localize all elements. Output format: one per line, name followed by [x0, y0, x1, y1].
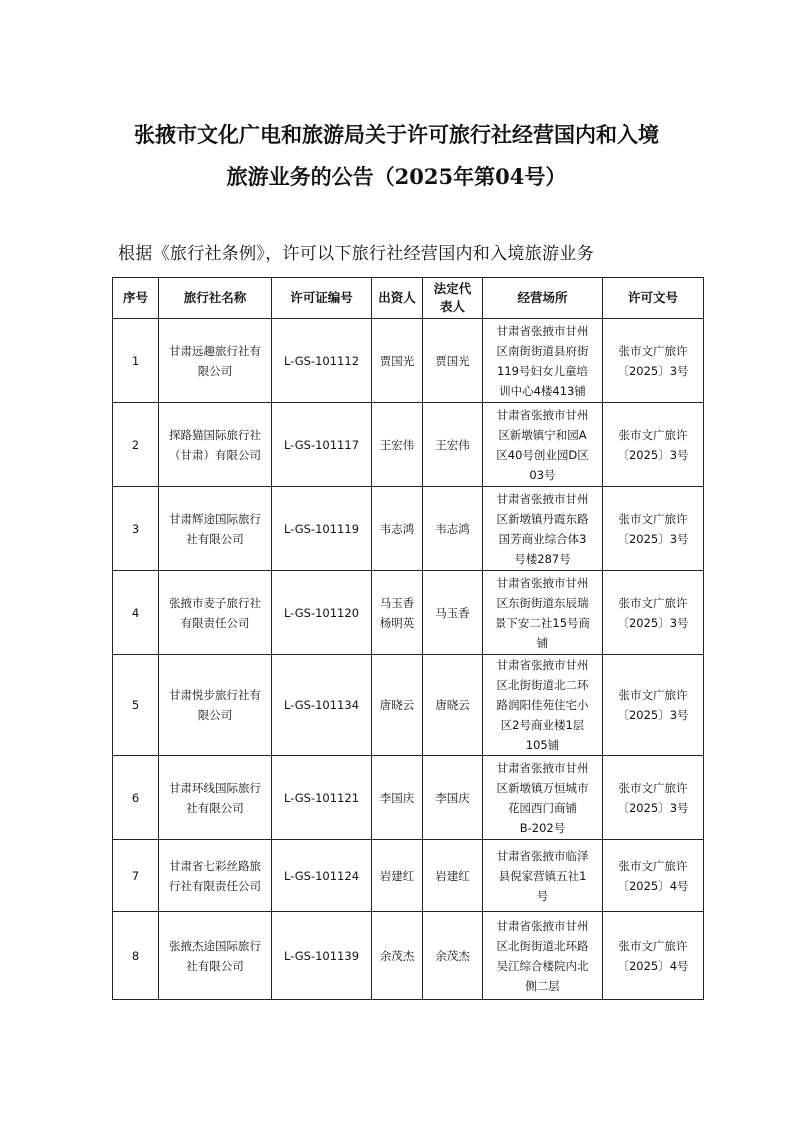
header-permit-number: 许可文号: [603, 278, 704, 319]
cell-permit-number: 张市文广旅许 〔2025〕3号: [603, 571, 704, 655]
cell-seq: 1: [113, 319, 159, 403]
cell-investor: 马玉香 杨明英: [372, 571, 423, 655]
cell-seq: 8: [113, 912, 159, 1000]
cell-license-number: L-GS-101120: [272, 571, 372, 655]
cell-seq: 3: [113, 487, 159, 571]
cell-legal-representative: 李国庆: [423, 756, 483, 840]
cell-seq: 7: [113, 840, 159, 912]
header-investor: 出资人: [372, 278, 423, 319]
cell-agency-name: 张掖市麦子旅行社 有限责任公司: [159, 571, 272, 655]
cell-legal-representative: 贾国光: [423, 319, 483, 403]
cell-permit-number: 张市文广旅许 〔2025〕3号: [603, 487, 704, 571]
cell-permit-number: 张市文广旅许 〔2025〕3号: [603, 319, 704, 403]
cell-agency-name: 甘肃省七彩丝路旅 行社有限责任公司: [159, 840, 272, 912]
cell-seq: 2: [113, 403, 159, 487]
cell-business-address: 甘肃省张掖市甘州 区北街街道北环路 吴江综合楼院内北 侧二层: [483, 912, 603, 1000]
cell-investor: 李国庆: [372, 756, 423, 840]
table-row: [113, 840, 704, 912]
cell-investor: 贾国光: [372, 319, 423, 403]
cell-seq: 5: [113, 655, 159, 756]
cell-license-number: L-GS-101119: [272, 487, 372, 571]
cell-business-address: 甘肃省张掖市甘州 区南街街道县府街 119号妇女儿童培 训中心4楼413铺: [483, 319, 603, 403]
cell-seq: 6: [113, 756, 159, 840]
cell-agency-name: 甘肃悦步旅行社有 限公司: [159, 655, 272, 756]
cell-legal-representative: 岩建红: [423, 840, 483, 912]
cell-permit-number: 张市文广旅许 〔2025〕4号: [603, 840, 704, 912]
cell-investor: 余茂杰: [372, 912, 423, 1000]
cell-legal-representative: 韦志鸿: [423, 487, 483, 571]
cell-permit-number: 张市文广旅许 〔2025〕4号: [603, 912, 704, 1000]
cell-investor: 韦志鸿: [372, 487, 423, 571]
cell-agency-name: 甘肃环线国际旅行 社有限公司: [159, 756, 272, 840]
cell-seq: 4: [113, 571, 159, 655]
header-seq: 序号: [113, 278, 159, 319]
cell-investor: 王宏伟: [372, 403, 423, 487]
cell-agency-name: 甘肃辉途国际旅行 社有限公司: [159, 487, 272, 571]
cell-legal-representative: 王宏伟: [423, 403, 483, 487]
table-row: [113, 403, 704, 487]
header-license-number: 许可证编号: [272, 278, 372, 319]
cell-license-number: L-GS-101112: [272, 319, 372, 403]
cell-legal-representative: 余茂杰: [423, 912, 483, 1000]
cell-license-number: L-GS-101139: [272, 912, 372, 1000]
table-row: [113, 756, 704, 840]
cell-permit-number: 张市文广旅许 〔2025〕3号: [603, 756, 704, 840]
cell-agency-name: 张掖杰途国际旅行 社有限公司: [159, 912, 272, 1000]
cell-business-address: 甘肃省张掖市甘州 区新墩镇丹霞东路 国芳商业综合体3 号楼287号: [483, 487, 603, 571]
table-row: [113, 319, 704, 403]
table-row: [113, 571, 704, 655]
cell-legal-representative: 唐晓云: [423, 655, 483, 756]
cell-agency-name: 甘肃远趣旅行社有 限公司: [159, 319, 272, 403]
header-business-address: 经营场所: [483, 278, 603, 319]
cell-investor: 岩建红: [372, 840, 423, 912]
header-agency-name: 旅行社名称: [159, 278, 272, 319]
cell-legal-representative: 马玉香: [423, 571, 483, 655]
cell-license-number: L-GS-101124: [272, 840, 372, 912]
cell-license-number: L-GS-101117: [272, 403, 372, 487]
cell-agency-name: 探路猫国际旅行社 （甘肃）有限公司: [159, 403, 272, 487]
table-row: [113, 912, 704, 1000]
cell-investor: 唐晓云: [372, 655, 423, 756]
cell-license-number: L-GS-101134: [272, 655, 372, 756]
cell-permit-number: 张市文广旅许 〔2025〕3号: [603, 403, 704, 487]
table-header-row: [113, 278, 704, 319]
cell-business-address: 甘肃省张掖市临泽 县倪家营镇五社1 号: [483, 840, 603, 912]
document-title-line-1: 张掖市文化广电和旅游局关于许可旅行社经营国内和入境: [134, 122, 659, 147]
table-row: [113, 655, 704, 756]
travel-agency-table: [112, 277, 704, 1000]
intro-paragraph: 根据《旅行社条例》，许可以下旅行社经营国内和入境旅游业务: [118, 244, 594, 264]
document-title-line-2: 旅游业务的公告（2025年第04号）: [226, 164, 567, 189]
cell-business-address: 甘肃省张掖市甘州 区新墩镇万恒城市 花园西门商铺 B-202号: [483, 756, 603, 840]
cell-business-address: 甘肃省张掖市甘州 区新墩镇宁和园A 区40号创业园D区 03号: [483, 403, 603, 487]
cell-business-address: 甘肃省张掖市甘州 区北街街道北二环 路润阳佳苑住宅小 区2号商业楼1层 105铺: [483, 655, 603, 756]
cell-business-address: 甘肃省张掖市甘州 区东街街道东辰瑞 景下安二社15号商 铺: [483, 571, 603, 655]
cell-permit-number: 张市文广旅许 〔2025〕3号: [603, 655, 704, 756]
cell-license-number: L-GS-101121: [272, 756, 372, 840]
table-row: [113, 487, 704, 571]
header-legal-representative: 法定代 表人: [423, 278, 483, 319]
